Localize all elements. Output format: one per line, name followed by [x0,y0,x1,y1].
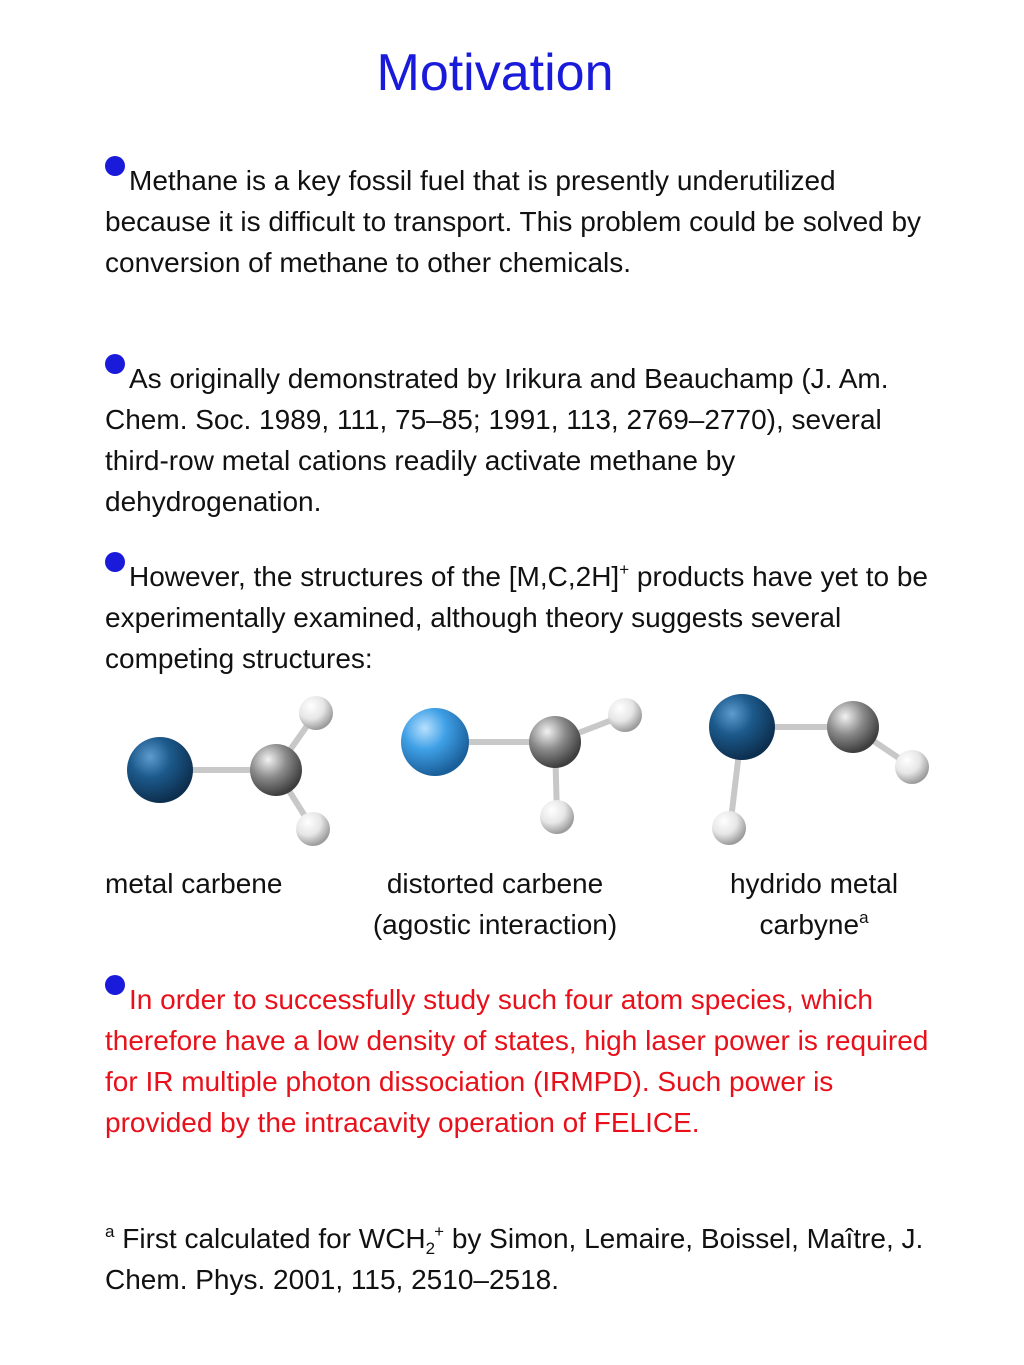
caption-hydrido-sup: a [859,908,869,927]
page-title: Motivation [376,44,614,102]
bullet-text-1: Methane is a key fossil fuel that is presently underutilized because it is difficult to transport. This problem could be solved by conversion of methane to other chemicals. [105,165,922,278]
hydrogen-atom [299,696,333,730]
footnote-subscript: 2 [425,1239,436,1258]
caption-hydrido-carbyne: carbyne [759,909,860,940]
bullet-text-2: As originally demonstrated by Irikura and Beauchamp (J. Am. Chem. Soc. 1989, 111, 75–85; 1991, 113, 2769–2770), several third-row metal cations readily activate methane by dehydrogenation. [105,363,889,517]
footnote-text-part2: by Simon, Lemaire, Boissel, Maître, J. Chem. Phys. 2001, 115, 2510–2518. [105,1223,924,1295]
carbon-atom [529,716,581,768]
metal-carbene-structure [127,696,333,846]
hydrogen-atom [540,800,574,834]
bullet-dot-icon [105,975,125,995]
caption-distorted-carbene-line1: distorted carbene [386,868,604,899]
footnote-superscript: + [434,1222,445,1241]
carbon-atom [827,701,879,753]
caption-hydrido-line1: hydrido metal [729,868,899,899]
hydrogen-atom [608,698,642,732]
metal-atom [709,694,775,760]
hydrido-metal-carbyne-structure [709,694,929,845]
bullet-text-3-superscript: + [619,560,630,579]
footnote [105,1218,945,1300]
hydrogen-atom [895,750,929,784]
bullet-dot-icon [105,156,125,176]
hydrogen-atom [712,811,746,845]
bullet-dot-icon [105,354,125,374]
carbon-atom [250,744,302,796]
caption-hydrido-line2 [700,904,928,945]
footnote-marker: a [105,1222,115,1241]
caption-distorted-carbene [340,863,650,945]
bullet-paragraph-1 [105,160,935,283]
bullet-dot-icon [105,552,125,572]
footnote-text-part1: First calculated for WCH [114,1223,426,1254]
caption-metal-carbene [105,863,282,904]
bullet-text-3-before: However, the structures of the [M,C,2H] [129,561,620,592]
metal-atom [401,708,469,776]
metal-atom [127,737,193,803]
bullet-text-3-after: products have yet to be experimentally examined, although theory suggests several competing structures: [105,561,928,674]
bullet-paragraph-2 [105,358,935,522]
bullet-text-4: In order to successfully study such four atom species, which therefore have a low density of states, high laser power is required for IR multiple photon dissociation (IRMPD). Such power is provided by the intracavity operation of FELICE. [105,984,929,1138]
caption-metal-carbene-text: metal carbene [105,868,283,899]
molecule-structures [0,680,1024,860]
caption-distorted-carbene-line2: (agostic interaction) [372,909,618,940]
bullet-paragraph-4 [105,979,935,1143]
distorted-carbene-structure [401,698,642,834]
bullet-paragraph-3 [105,556,935,679]
hydrogen-atom [296,812,330,846]
caption-hydrido-metal-carbyne [700,863,928,945]
